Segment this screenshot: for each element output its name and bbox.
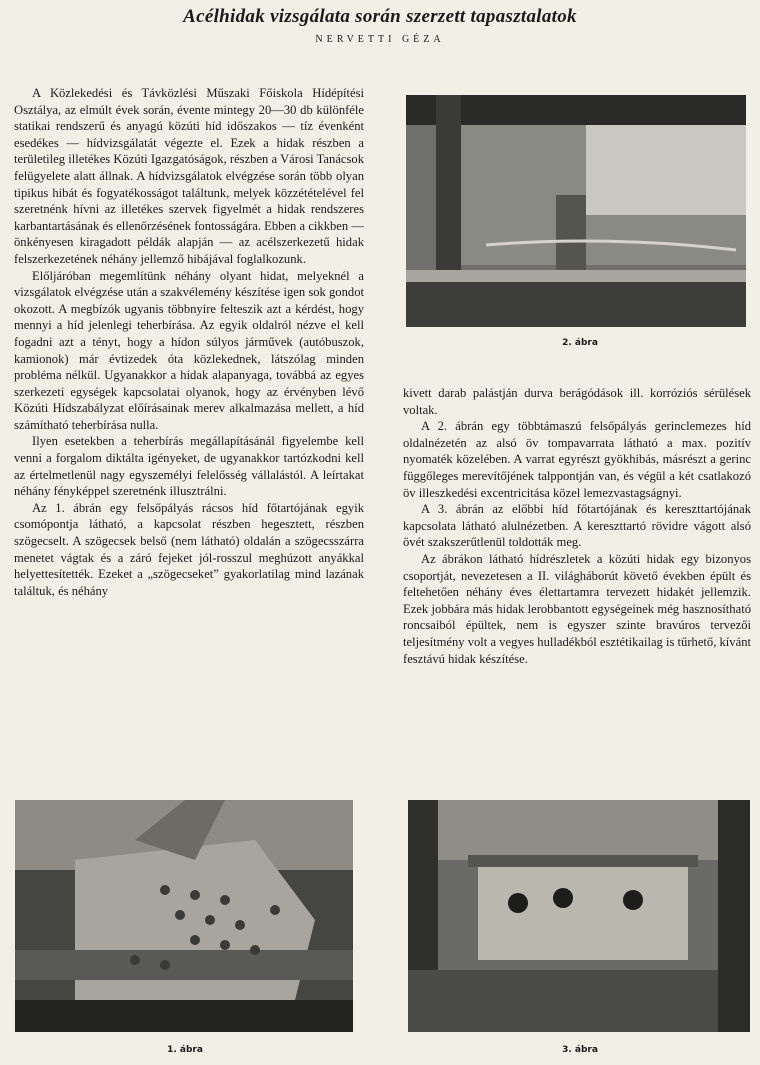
paragraph: A Közlekedési és Távközlési Műszaki Főiskola Hídépítési Osztálya, az elmúlt évek során, évente mintegy 20—30 db különféle statikai rendszerű és anyagú közúti híd időszakos — tíz évenként esedékes — hídvizsgálatát végezte el. Ezek a hidak részben a területileg illetékes Közúti Igazgatóságok, részben a Városi Tanácsok felügyelete alatt állnak. A hídvizsgálatok elvégzése során több olyan tipikus hibát és fogyatékosságot találtunk, melyek közzétételével fel szeretnénk hívni az illetékes szervek figyelmét a hidak rendszeres karbantartásának és ellenőrzésének fontosságára. Ebben a cikkben — önkényesen kiragadott példák alapján — az acélszerkezetű hidak felszerkezetének néhány jellemző hibájával foglalkozunk. [14,86,364,266]
figure-2-caption: 2. ábra [562,338,598,348]
figure-1-photo [15,800,353,1032]
paragraph: Az ábrákon látható hídrészletek a közúti hidak egy bizonyos csoportját, nevezetesen a II. világháborút követő években épült és feltehetően néhány éves élettartamra tervezett hidakét jellemzik. Ezek jobbára más hidak lerobbantott egységeinek még hasznosítható roncsaiból épültek, nem is egyszer szinte bravúros tervezői teljesítmény volt a vegyes hulladékból esztétikailag is tűrhető, kívánt fesztávú hidak készítése. [403,551,751,666]
paragraph: Az 1. ábrán egy felsőpályás rácsos híd főtartójának egyik csomópontja látható, a kapcsolat részben hegesztett, részben szögecselt. A szögecsek belső (nem látható) oldalán a szögecsszárra menetet vágtak és a záró fejeket jól-rosszul meghúzott anyákkal helyettesítették. Ezeket a „szögecseket” gyakorlatilag mind lazának találtuk, és néhány [14,500,364,598]
figure-2-photo [406,95,746,327]
paragraph: A 2. ábrán egy többtámaszú felsőpályás gerinclemezes híd oldalnézetén az alsó öv tompavarrata látható a max. pozitív nyomaték közelében. A varrat egyrészt gyökhibás, másrészt a gerinc függőleges merevítőjének talppontján van, és végül a két csatlakozó öv illeszkedési excentricitása közel lemezvastagságnyi. [403,419,751,500]
paragraph: Ilyen esetekben a teherbírás megállapításánál figyelembe kell venni a forgalom diktálta igényeket, de ugyanakkor tartózkodni kell az értelmetlenül nagy egyszemélyi felelősség vállalástól. A leírtakat néhány fényképpel szeretnénk illusztrálni. [14,434,364,499]
article-title: Acélhidak vizsgálata során szerzett tapasztalatok [183,6,577,27]
paragraph: kivett darab palástján durva berágódások ill. korróziós sérülések voltak. [403,386,751,417]
figure-3-photo [408,800,750,1032]
figure-3-caption: 3. ábra [562,1045,598,1055]
paragraph: A 3. ábrán az előbbi híd főtartójának és kereszttartójának kapcsolata látható alulnézetben. A kereszttartó rövidre vágott alsó övét szakszerűtlenül toldották meg. [403,502,751,550]
figure-1-caption: 1. ábra [167,1045,203,1055]
article-author: NERVETTI GÉZA [315,34,445,45]
right-column [403,385,751,667]
paragraph: Előljáróban megemlítünk néhány olyant hidat, melyeknél a vizsgálatok elvégzése után a szakvélemény készítése igen sok gondot okozott. A megbízók ugyanis többnyire felteszik azt a kérdést, hogy mennyi a híd jelenlegi teherbírása. Az egyik oldalról nézve el kell fogadni azt a tényt, hogy a hídon súlyos járművek (autóbuszok, kamionok) már évtizedek óta közlekednek, látszólag minden probléma nélkül. Ugyanakkor a hidak alapanyaga, továbbá az egyes szerkezeti egységek kapcsolatai olyanok, hogy az érvényben lévő Közúti Hídszabályzat előírásainak merev alkalmazása mellett, a híd számítható teherbírása nulla. [14,268,364,432]
left-column [14,85,364,599]
